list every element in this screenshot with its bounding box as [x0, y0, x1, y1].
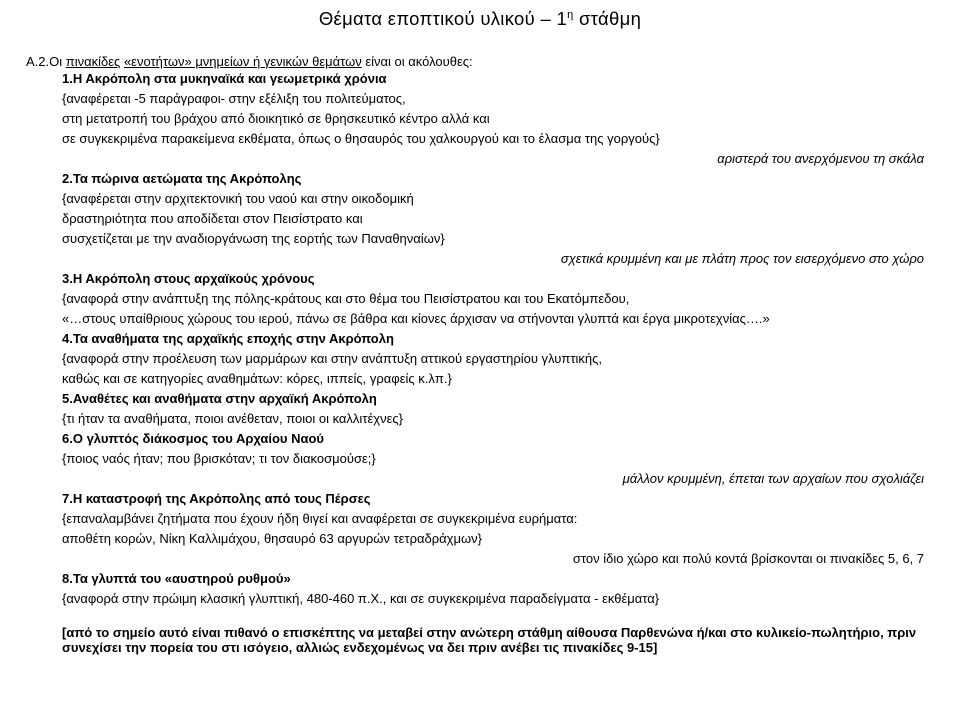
description-line: {αναφέρεται -5 παράγραφοι- στην εξέλιξη του πολιτεύματος, [62, 91, 406, 106]
description-line: «…στους υπαίθριους χώρους του ιερού, πάνω σε βάθρα και κίονες άρχισαν να στήνονται γλυπτά και έργα μικροτεχνίας….» [62, 311, 770, 326]
placard-heading: 6.Ο γλυπτός διάκοσμος του Αρχαίου Ναού [62, 431, 324, 446]
intro-prefix: Α.2.Οι [26, 54, 66, 69]
description-line: {αναφορά στην ανάπτυξη της πόλης-κράτους και στο θέμα του Πεισίστρατου και του Εκατόμπεδου, [62, 291, 630, 306]
intro-underlined-2: «ενοτήτων» μνημείων ή γενικών θεμάτων [123, 54, 362, 69]
placard-heading: 3.Η Ακρόπολη στους αρχαϊκούς χρόνους [62, 271, 315, 286]
placard-heading: 2.Τα πώρινα αετώματα της Ακρόπολης [62, 171, 302, 186]
description-line: σε συγκεκριμένα παρακείμενα εκθέματα, όπως ο θησαυρός του χαλκουργού και το έλασμα της γοργούς} [62, 131, 660, 146]
description-line: {τι ήταν τα αναθήματα, ποιοι ανέθεταν, ποιοι οι καλλιτέχνες} [62, 411, 403, 426]
title-main: Θέματα εποπτικού υλικού – 1 [318, 8, 568, 29]
intro-underlined-1: πινακίδες [65, 54, 121, 69]
closing-note: [από το σημείο αυτό είναι πιθανό ο επισκέπτης να μεταβεί στην ανώτερη στάθμη αίθουσα Παρθενώνα ή/και στο κυλικείο-πωλητήριο, πριν συνεχίσει την πορεία του στι ισόγειο, αλλιώς ενδεχομένως να δει πριν ανέβει τις πινακίδες 9-15] [62, 625, 917, 655]
description-line: καθώς και σε κατηγορίες αναθημάτων: κόρες, ιππείς, γραφείς κ.λπ.} [62, 371, 452, 386]
description-line: {επαναλαμβάνει ζητήματα που έχουν ήδη θιγεί και αναφέρεται σε συγκεκριμένα ευρήματα: [62, 511, 578, 526]
location-note: μάλλον κρυμμένη, έπεται των αρχαίων που σχολιάζει [622, 471, 924, 486]
description-line: {ποιος ναός ήταν; που βρισκόταν; τι τον διακοσμούσε;} [62, 451, 376, 466]
page-title [0, 8, 960, 30]
placard-heading: 5.Αναθέτες και αναθήματα στην αρχαϊκή Ακρόπολη [62, 391, 377, 406]
title-superscript: η [567, 8, 574, 21]
description-line: στη μετατροπή του βράχου από διοικητικό σε θρησκευτικό κέντρο αλλά και [62, 111, 490, 126]
title-suffix: στάθμη [573, 8, 642, 29]
description-line: {αναφορά στην πρώιμη κλασική γλυπτική, 480-460 π.Χ., και σε συγκεκριμένα παραδείγματα - εκθέματα} [62, 591, 660, 606]
description-line: αποθέτη κορών, Νίκη Καλλιμάχου, θησαυρό 63 αργυρών τετραδράχμων} [62, 531, 482, 546]
location-note: σχετικά κρυμμένη και με πλάτη προς τον εισερχόμενο στο χώρο [560, 251, 924, 266]
description-line: συσχετίζεται με την αναδιοργάνωση της εορτής των Παναθηναίων} [62, 231, 445, 246]
placard-heading: 1.Η Ακρόπολη στα μυκηναϊκά και γεωμετρικά χρόνια [62, 71, 387, 86]
intro-line [26, 54, 473, 69]
location-note: αριστερά του ανερχόμενου τη σκάλα [717, 151, 924, 166]
placard-list [62, 71, 924, 611]
placard-heading: 8.Τα γλυπτά του «αυστηρού ρυθμού» [62, 571, 291, 586]
location-note: στον ίδιο χώρο και πολύ κοντά βρίσκονται οι πινακίδες 5, 6, 7 [572, 551, 924, 566]
placard-heading: 7.Η καταστροφή της Ακρόπολης από τους Πέρσες [62, 491, 371, 506]
description-line: {αναφέρεται στην αρχιτεκτονική του ναού και στην οικοδομική [62, 191, 414, 206]
intro-suffix: είναι οι ακόλουθες: [361, 54, 473, 69]
description-line: {αναφορά στην προέλευση των μαρμάρων και στην ανάπτυξη αττικού εργαστηρίου γλυπτικής, [62, 351, 602, 366]
placard-heading: 4.Τα αναθήματα της αρχαϊκής εποχής στην Ακρόπολη [62, 331, 394, 346]
description-line: δραστηριότητα που αποδίδεται στον Πεισίστρατο και [62, 211, 363, 226]
